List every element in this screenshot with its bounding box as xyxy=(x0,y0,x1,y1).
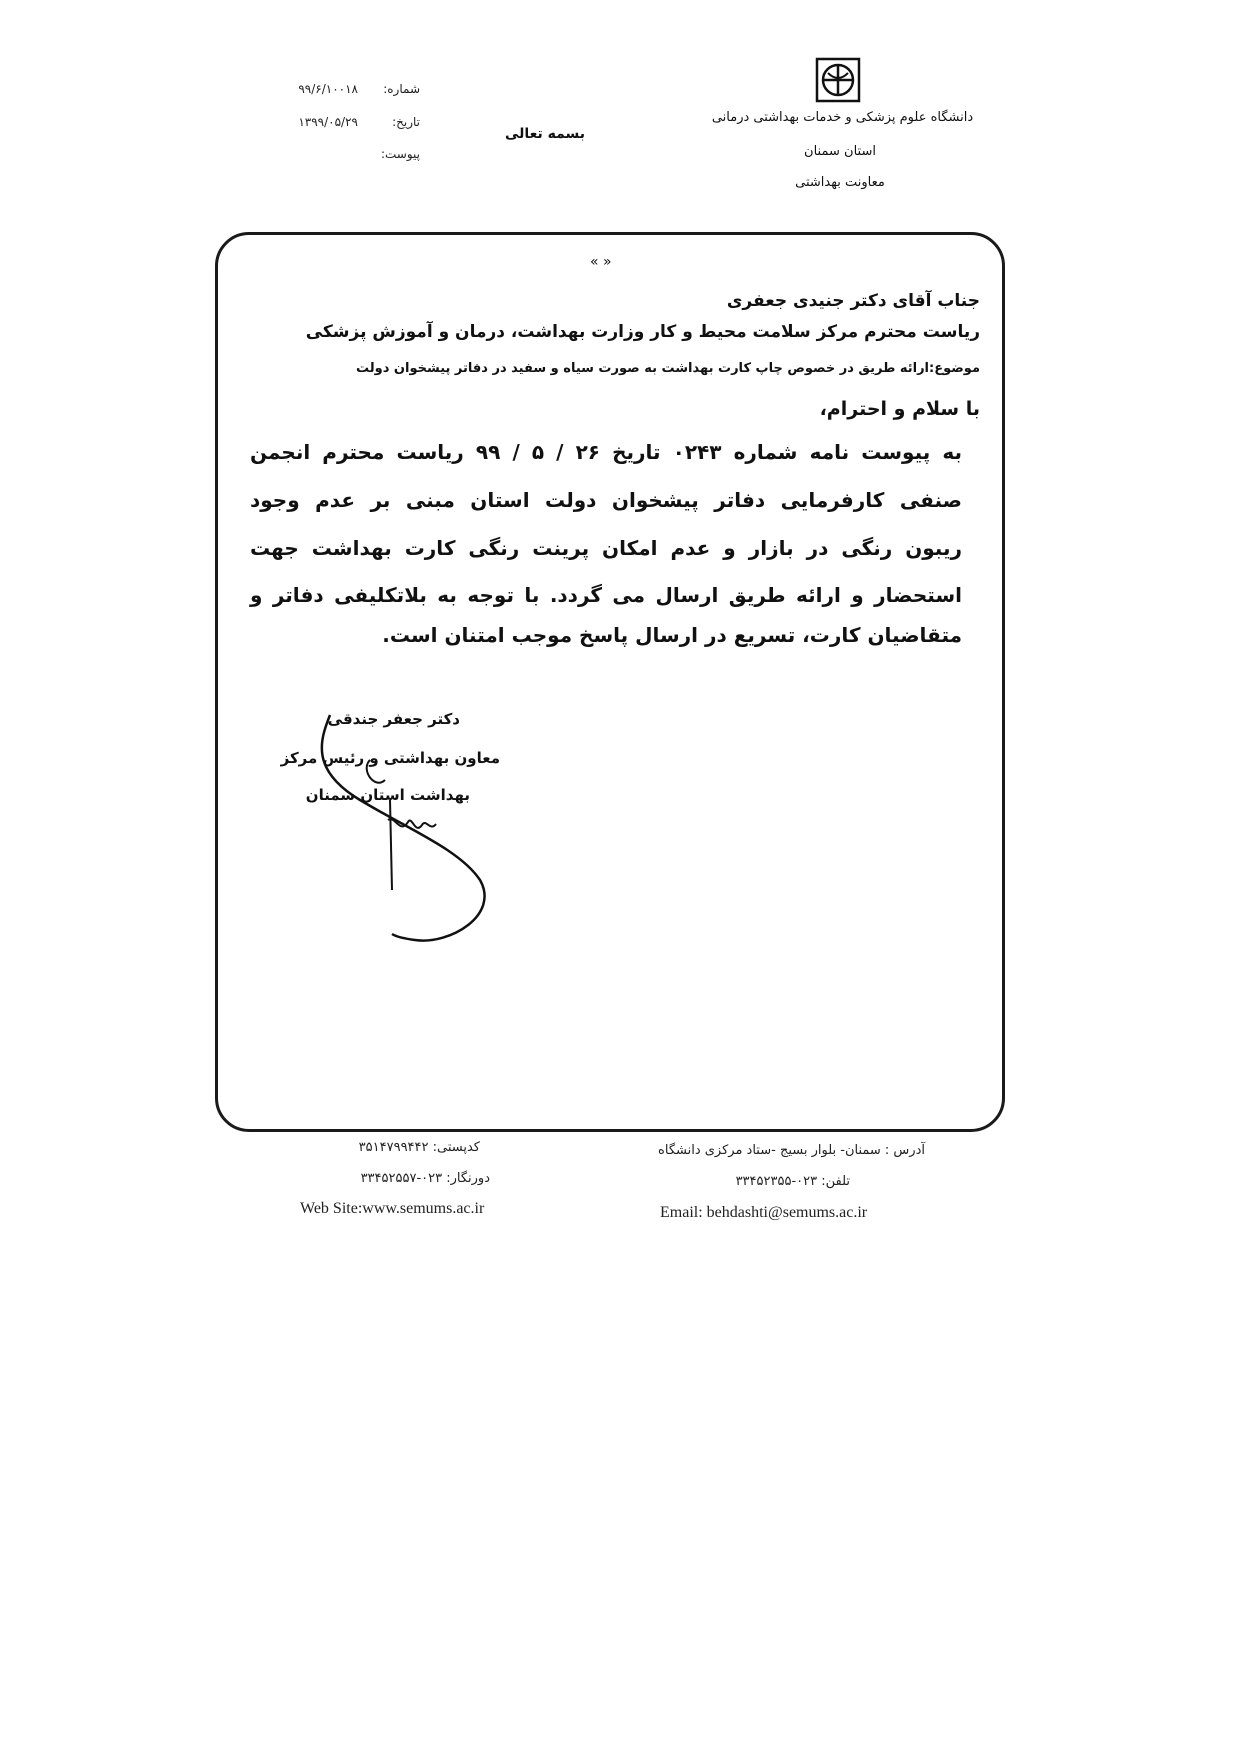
date-value: ۱۳۹۹/۰۵/۲۹ xyxy=(298,115,358,129)
university-logo-icon xyxy=(815,57,861,103)
number-row xyxy=(250,82,420,100)
number-label: شماره: xyxy=(383,82,420,96)
addressee-line2: ریاست محترم مرکز سلامت محیط و کار وزارت بهداشت، درمان و آموزش پزشکی xyxy=(305,322,980,342)
body-line-4: استحضار و ارائه طریق ارسال می گردد. با توجه به بلاتکلیفی دفاتر و xyxy=(250,583,962,607)
handwritten-signature-icon xyxy=(300,700,520,950)
salutation: بسمه تعالی xyxy=(504,126,586,142)
date-row xyxy=(250,115,420,133)
quote-mark: « » xyxy=(590,254,612,270)
body-line-3: ریبون رنگی در بازار و عدم امکان پرینت رنگی کارت بهداشت جهت xyxy=(250,536,962,560)
email: Email: behdashti@semums.ac.ir xyxy=(660,1204,868,1221)
address: آدرس : سمنان- بلوار بسیج -ستاد مرکزی دانشگاه xyxy=(658,1143,925,1158)
addressee-line1: جناب آقای دکتر جنیدی جعفری xyxy=(726,291,980,311)
org-name-line2: استان سمنان xyxy=(804,144,876,159)
number-value: ۹۹/۶/۱۰۰۱۸ xyxy=(298,82,358,96)
website: Web Site:www.semums.ac.ir xyxy=(300,1200,485,1217)
signatory-title-2: بهداشت استان سمنان xyxy=(305,786,470,804)
greeting: با سلام و احترام، xyxy=(819,398,980,420)
body-line-1: به پیوست نامه شماره ۰۲۴۳ تاریخ ۲۶ / ۵ / ۹۹ ریاست محترم انجمن xyxy=(250,440,962,464)
attachment-row xyxy=(250,147,420,165)
attachment-label: پیوست: xyxy=(380,147,420,161)
fax-number: دورنگار: ۰۲۳-۳۳۴۵۲۵۵۷ xyxy=(360,1171,490,1186)
org-name-line3: معاونت بهداشتی xyxy=(795,175,885,190)
date-label: تاریخ: xyxy=(392,115,420,129)
body-line-2: صنفی کارفرمایی دفاتر پیشخوان دولت استان مبنی بر عدم وجود xyxy=(250,488,962,512)
body-line-5: متقاضیان کارت، تسریع در ارسال پاسخ موجب امتنان است. xyxy=(382,623,962,647)
signatory-title-1: معاون بهداشتی و رئیس مرکز xyxy=(280,749,500,767)
postal-code: کدپستی: ۳۵۱۴۷۹۹۴۴۲ xyxy=(358,1140,480,1155)
phone-number: تلفن: ۰۲۳-۳۳۴۵۲۳۵۵ xyxy=(735,1174,850,1189)
signatory-name: دکتر جعفر جندقی xyxy=(327,710,460,728)
org-name-line1: دانشگاه علوم پزشکی و خدمات بهداشتی درمانی xyxy=(711,110,974,125)
subject-line: موضوع:ارائه طریق در خصوص چاپ کارت بهداشت به صورت سیاه و سفید در دفاتر پیشخوان دولت xyxy=(356,361,980,376)
